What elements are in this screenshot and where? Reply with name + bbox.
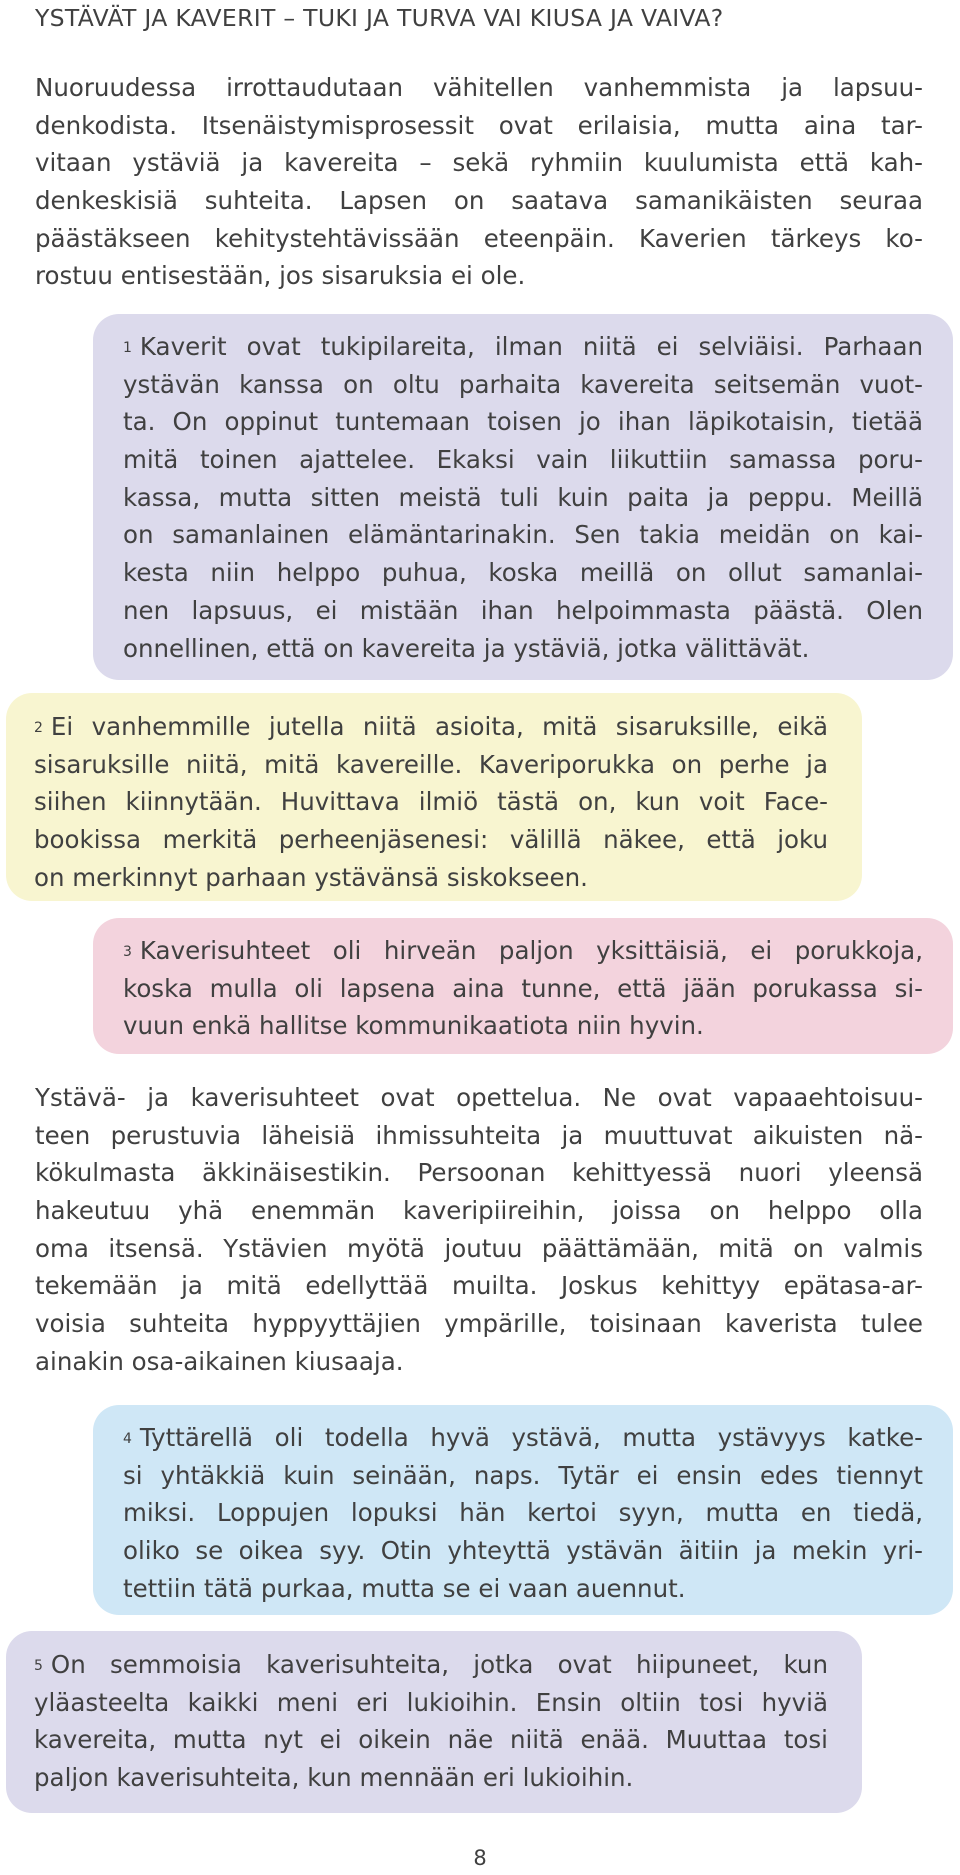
quote-line: on merkinnyt parhaan ystävänsä siskokseen. (34, 862, 588, 892)
quote-box-4 (93, 1405, 953, 1615)
page-title: YSTÄVÄT JA KAVERIT – TUKI JA TURVA VAI KIUSA JA VAIVA? (35, 4, 724, 32)
body-line: kökulmasta äkkinäisestikin. Persoonan kehittyessä nuori yleensä (35, 1158, 923, 1188)
quote-line: paljon kaverisuhteita, kun mennään eri lukioihin. (34, 1763, 634, 1793)
quote-line: ystävän kanssa on oltu parhaita kavereita seitsemän vuot- (123, 369, 923, 399)
intro-line: päästäkseen kehitystehtävissään eteenpäin. Kaverien tärkeys ko- (35, 223, 923, 253)
quote-text-1 (123, 328, 923, 667)
body-line: Ystävä- ja kaverisuhteet ovat opettelua. Ne ovat vapaaehtoisuu- (35, 1083, 923, 1112)
intro-line: rostuu entisestään, jos sisaruksia ei ole. (35, 261, 526, 291)
quote-line: kassa, mutta sitten meistä tuli kuin paita ja peppu. Meillä (123, 482, 923, 512)
quote-number: 1 (123, 340, 132, 356)
quote-number: 2 (34, 720, 43, 736)
quote-line: bookissa merkitä perheenjäsenesi: välillä näkee, että joku (34, 825, 828, 855)
quote-line: onnellinen, että on kavereita ja ystäviä, jotka välittävät. (123, 633, 810, 663)
quote-line: kesta niin helppo puhua, koska meillä on ollut samanlai- (123, 558, 923, 588)
intro-line: denkeskisiä suhteita. Lapsen on saatava samanikäisten seuraa (35, 186, 923, 216)
intro-line: denkodista. Itsenäistymisprosessit ovat erilaisia, mutta aina tar- (35, 110, 923, 140)
quote-line: siihen kiinnytään. Huvittava ilmiö tästä on, kun voit Face- (34, 787, 828, 817)
body-line: voisia suhteita hyppyyttäjien ympärille, toisinaan kaverista tulee (35, 1309, 923, 1339)
quote-text-4 (123, 1419, 923, 1607)
quote-line: $^5$ On semmoisia kaverisuhteita, jotka ovat hiipuneet, kun (34, 1650, 828, 1679)
quote-box-1 (93, 314, 953, 680)
quote-text-5 (34, 1646, 828, 1797)
quote-number: 4 (123, 1431, 132, 1447)
quote-line: $^4$ Tyttärellä oli todella hyvä ystävä, mutta ystävyys katke- (123, 1423, 923, 1452)
quote-line: nen lapsuus, ei mistään ihan helpoimmasta päästä. Olen (123, 595, 923, 625)
quote-line: $^3$ Kaverisuhteet oli hirveän paljon yksittäisiä, ei porukkoja, (123, 936, 923, 965)
quote-line: kavereita, mutta nyt ei oikein näe niitä enää. Muuttaa tosi (34, 1725, 828, 1755)
quote-box-5 (6, 1631, 862, 1813)
page-number: 8 (473, 1846, 487, 1870)
quote-line: tettiin tätä purkaa, mutta se ei vaan auennut. (123, 1573, 686, 1603)
body-paragraph (35, 1079, 923, 1381)
quote-box-2 (6, 693, 862, 901)
quote-line: sisaruksille niitä, mitä kavereille. Kaveriporukka on perhe ja (34, 749, 828, 779)
quote-line: $^1$ Kaverit ovat tukipilareita, ilman niitä ei selviäisi. Parhaan (123, 332, 923, 361)
quote-line: koska mulla oli lapsena aina tunne, että jään porukassa si- (123, 973, 923, 1003)
body-line: ainakin osa-aikainen kiusaaja. (35, 1346, 404, 1376)
quote-line: yläasteelta kaikki meni eri lukioihin. Ensin oltiin tosi hyviä (34, 1687, 828, 1717)
intro-line: Nuoruudessa irrottaudutaan vähitellen vanhemmista ja lapsuu- (35, 73, 923, 102)
body-line: teen perustuvia läheisiä ihmissuhteita ja muuttuvat aikuisten nä- (35, 1120, 923, 1150)
quote-box-3 (93, 918, 953, 1054)
body-line: hakeutuu yhä enemmän kaveripiireihin, joissa on helppo olla (35, 1196, 923, 1226)
quote-line: miksi. Loppujen lopuksi hän kertoi syyn, mutta en tiedä, (123, 1498, 923, 1528)
quote-text-2 (34, 708, 828, 896)
quote-text-3 (123, 932, 923, 1045)
intro-paragraph (35, 69, 923, 295)
body-line: tekemään ja mitä edellyttää muilta. Joskus kehittyy epätasa-ar- (35, 1271, 923, 1301)
quote-number: 3 (123, 944, 132, 960)
quote-line: mitä toinen ajattelee. Ekaksi vain liikuttiin samassa poru- (123, 445, 923, 475)
quote-line: oliko se oikea syy. Otin yhteyttä ystävän äitiin ja mekin yri- (123, 1536, 923, 1566)
quote-line: on samanlainen elämäntarinakin. Sen takia meidän on kai- (123, 520, 923, 550)
quote-line: si yhtäkkiä kuin seinään, naps. Tytär ei ensin edes tiennyt (123, 1460, 923, 1490)
body-line: oma itsensä. Ystävien myötä joutuu päättämään, mitä on valmis (35, 1233, 923, 1263)
quote-line: ta. On oppinut tuntemaan toisen jo ihan läpikotaisin, tietää (123, 407, 923, 437)
intro-line: vitaan ystäviä ja kavereita – sekä ryhmiin kuulumista että kah- (35, 148, 923, 178)
quote-line: vuun enkä hallitse kommunikaatiota niin hyvin. (123, 1011, 704, 1041)
quote-number: 5 (34, 1658, 43, 1674)
quote-line: $^2$ Ei vanhemmille jutella niitä asioita, mitä sisaruksille, eikä (34, 712, 828, 741)
